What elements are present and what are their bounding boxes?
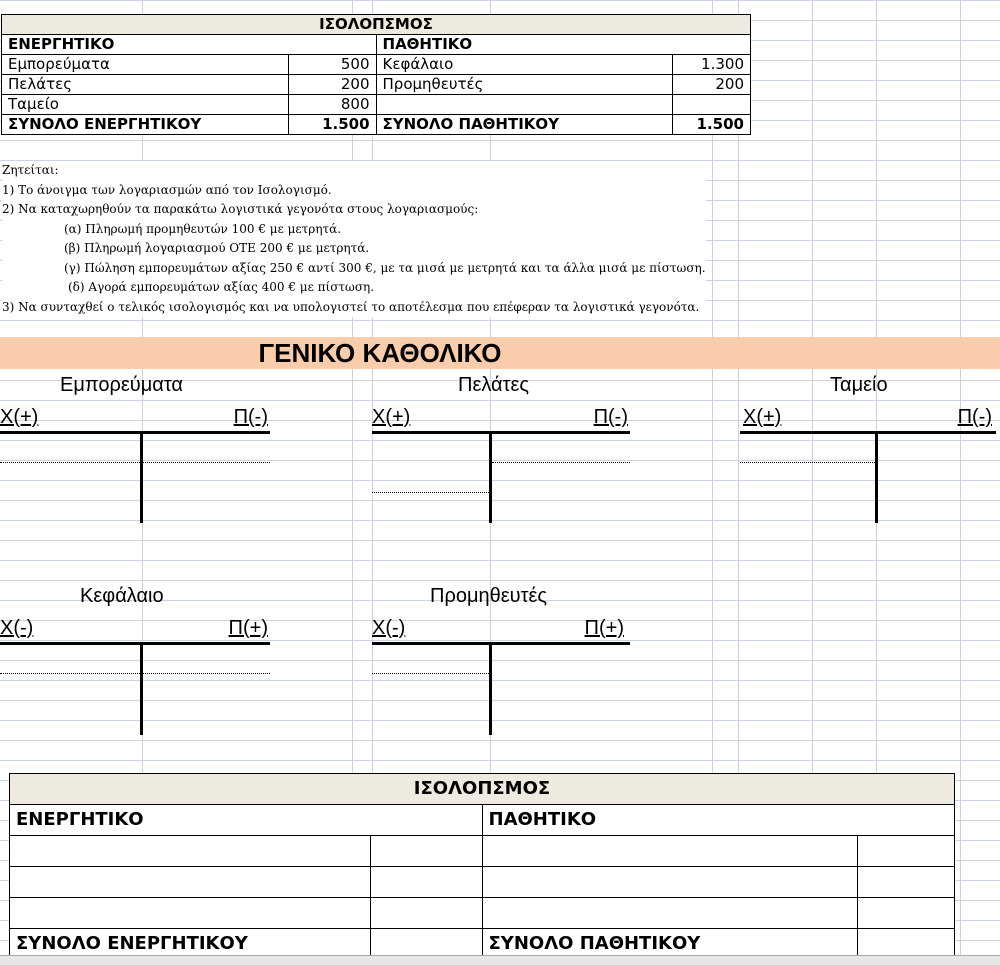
table-row [2, 95, 751, 115]
total-assets-label: ΣΥΝΟΛΟ ΕΝΕΡΓΗΤΙΚΟΥ [2, 115, 289, 135]
liability-name[interactable] [482, 898, 858, 929]
credit-label: Π(-) [957, 406, 992, 428]
asset-value[interactable] [370, 898, 482, 929]
final-balance-sheet [9, 773, 955, 960]
t-account-capital [0, 583, 272, 738]
total-liabilities-label: ΣΥΝΟΛΟ ΠΑΘΗΤΙΚΟΥ [376, 115, 673, 135]
balance-title: ΙΣΟΛΟΠΣΜΟΣ [2, 15, 751, 35]
asset-name[interactable]: Πελάτες [2, 75, 289, 95]
t-account-vertical-line [489, 431, 492, 523]
account-name: Προμηθευτές [430, 585, 548, 607]
liability-value[interactable] [673, 95, 751, 115]
asset-name[interactable]: Ταμείο [2, 95, 289, 115]
entry-line[interactable] [492, 462, 630, 463]
asset-value[interactable]: 500 [288, 55, 376, 75]
entry-line[interactable] [372, 492, 489, 493]
debit-label: Χ(+) [743, 406, 782, 428]
entry-line[interactable] [372, 673, 489, 674]
general-ledger-band [0, 337, 1000, 369]
asset-name[interactable] [10, 898, 371, 929]
t-account-customers [372, 372, 632, 522]
balance-title: ΙΣΟΛΟΠΣΜΟΣ [10, 774, 955, 805]
asset-name[interactable]: Εμπορεύματα [2, 55, 289, 75]
account-name: Ταμείο [830, 374, 888, 396]
credit-label: Π(-) [233, 406, 268, 428]
liability-value[interactable] [858, 836, 955, 867]
liabilities-header: ΠΑΘΗΤΙΚΟ [376, 35, 750, 55]
table-row [2, 55, 751, 75]
entry-line[interactable] [740, 462, 875, 463]
entry-line[interactable] [143, 462, 270, 463]
asset-name[interactable] [10, 867, 371, 898]
instruction-line: (γ) Πώληση εμπορευμάτων αξίας 250 € αντί 300 €, με τα μισά με μετρητά και τα άλλα μισά με πίστωση. [2, 259, 706, 279]
entry-line[interactable] [0, 673, 140, 674]
entry-line[interactable] [0, 462, 140, 463]
asset-value[interactable]: 800 [288, 95, 376, 115]
t-account-vertical-line [140, 642, 143, 735]
t-account-horizontal-line [0, 431, 270, 434]
account-name: Πελάτες [458, 374, 530, 396]
liability-value[interactable] [858, 867, 955, 898]
assets-header: ΕΝΕΡΓΗΤΙΚΟ [2, 35, 377, 55]
liability-value[interactable]: 200 [673, 75, 751, 95]
exercise-instructions [2, 161, 706, 317]
total-liabilities-value[interactable]: 1.500 [673, 115, 751, 135]
table-row [10, 898, 955, 929]
total-assets-value[interactable]: 1.500 [288, 115, 376, 135]
debit-label: Χ(-) [0, 617, 34, 639]
liability-name[interactable]: Προμηθευτές [376, 75, 673, 95]
t-account-vertical-line [140, 431, 143, 523]
liability-name[interactable] [376, 95, 673, 115]
table-row [2, 75, 751, 95]
asset-name[interactable] [10, 836, 371, 867]
t-account-vertical-line [875, 431, 878, 523]
instruction-line: (δ) Αγορά εμπορευμάτων αξίας 400 € με πίστωση. [2, 278, 374, 298]
liability-name[interactable]: Κεφάλαιο [376, 55, 673, 75]
credit-label: Π(+) [228, 617, 268, 639]
assets-header: ΕΝΕΡΓΗΤΙΚΟ [10, 805, 483, 836]
debit-label: Χ(+) [0, 406, 39, 428]
t-account-horizontal-line [740, 431, 996, 434]
t-account-suppliers [372, 583, 632, 738]
asset-value[interactable] [370, 867, 482, 898]
opening-balance-sheet [1, 14, 751, 135]
instruction-line: (β) Πληρωμή λογαριασμού ΟΤΕ 200 € με μετρητά. [2, 239, 369, 259]
t-account-horizontal-line [372, 431, 630, 434]
liability-name[interactable] [482, 867, 858, 898]
t-account-horizontal-line [372, 642, 630, 645]
liability-value[interactable] [858, 898, 955, 929]
liability-value[interactable]: 1.300 [673, 55, 751, 75]
t-account-merchandise [0, 372, 272, 522]
general-ledger-title: ΓΕΝΙΚΟ ΚΑΘΟΛΙΚΟ [258, 338, 502, 368]
t-account-vertical-line [489, 642, 492, 735]
debit-label: Χ(+) [372, 406, 411, 428]
instruction-line: 3) Να συνταχθεί ο τελικός ισολογισμός και να υπολογιστεί το αποτέλεσμα που επέφεραν τα λογιστικά γεγονότα. [2, 298, 699, 318]
debit-label: Χ(-) [372, 617, 406, 639]
instruction-line: 1) Το άνοιγμα των λογαριασμών από τον Ισολογισμό. [2, 181, 332, 201]
total-assets-label: ΣΥΝΟΛΟ ΕΝΕΡΓΗΤΙΚΟΥ [10, 929, 371, 960]
account-name: Κεφάλαιο [80, 585, 164, 607]
asset-value[interactable] [370, 836, 482, 867]
entry-line[interactable] [143, 673, 270, 674]
t-account-cash [740, 372, 1000, 522]
liability-name[interactable] [482, 836, 858, 867]
instruction-line: Ζητείται: [2, 161, 59, 181]
table-row [10, 836, 955, 867]
account-name: Εμπορεύματα [60, 374, 183, 396]
asset-value[interactable]: 200 [288, 75, 376, 95]
total-liabilities-label: ΣΥΝΟΛΟ ΠΑΘΗΤΙΚΟΥ [482, 929, 858, 960]
instruction-line: (α) Πληρωμή προμηθευτών 100 € με μετρητά. [2, 220, 341, 240]
credit-label: Π(-) [593, 406, 628, 428]
table-row [10, 867, 955, 898]
liabilities-header: ΠΑΘΗΤΙΚΟ [482, 805, 955, 836]
t-account-horizontal-line [0, 642, 270, 645]
instruction-line: 2) Να καταχωρηθούν τα παρακάτω λογιστικά γεγονότα στους λογαριασμούς: [2, 200, 478, 220]
credit-label: Π(+) [584, 617, 624, 639]
